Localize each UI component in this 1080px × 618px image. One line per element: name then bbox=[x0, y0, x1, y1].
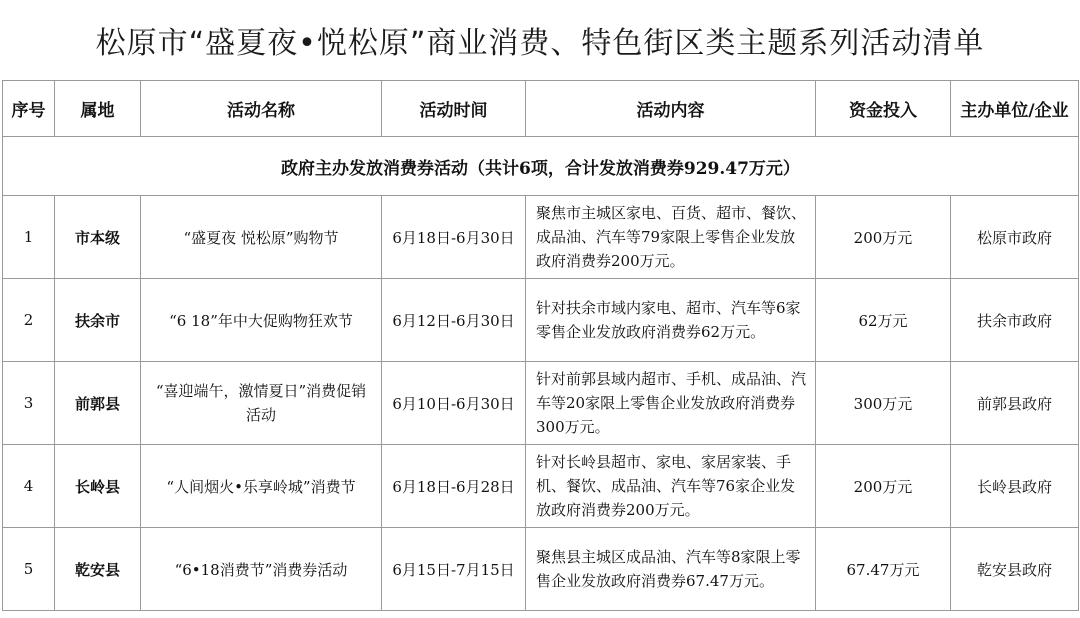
row-region: 长岭县 bbox=[55, 445, 141, 528]
row-no: 2 bbox=[3, 279, 55, 362]
table-row bbox=[3, 362, 1079, 445]
header-row bbox=[3, 81, 1079, 137]
row-content: 聚焦市主城区家电、百货、超市、餐饮、成品油、汽车等79家限上零售企业发放政府消费券200万元。 bbox=[526, 196, 816, 279]
section-title: 政府主办发放消费券活动（共计6项，合计发放消费券929.47万元） bbox=[3, 137, 1079, 196]
row-fund: 200万元 bbox=[816, 445, 951, 528]
row-content: 针对长岭县超市、家电、家居家装、手机、餐饮、成品油、汽车等76家企业发放政府消费券200万元。 bbox=[526, 445, 816, 528]
row-fund: 67.47万元 bbox=[816, 528, 951, 611]
row-time: 6月18日-6月30日 bbox=[382, 196, 526, 279]
row-no: 3 bbox=[3, 362, 55, 445]
table-row bbox=[3, 196, 1079, 279]
row-host: 扶余市政府 bbox=[951, 279, 1079, 362]
row-activity-name: “6 18”年中大促购物狂欢节 bbox=[141, 279, 382, 362]
row-time: 6月18日-6月28日 bbox=[382, 445, 526, 528]
header-name: 活动名称 bbox=[141, 81, 382, 137]
table-row bbox=[3, 445, 1079, 528]
row-region: 前郭县 bbox=[55, 362, 141, 445]
header-fund: 资金投入 bbox=[816, 81, 951, 137]
row-host: 前郭县政府 bbox=[951, 362, 1079, 445]
row-host: 松原市政府 bbox=[951, 196, 1079, 279]
header-no: 序号 bbox=[3, 81, 55, 137]
row-activity-name: “盛夏夜 悦松原”购物节 bbox=[141, 196, 382, 279]
row-region: 乾安县 bbox=[55, 528, 141, 611]
row-host: 长岭县政府 bbox=[951, 445, 1079, 528]
row-no: 4 bbox=[3, 445, 55, 528]
header-content: 活动内容 bbox=[526, 81, 816, 137]
row-fund: 300万元 bbox=[816, 362, 951, 445]
row-activity-name: “人间烟火•乐享岭城”消费节 bbox=[141, 445, 382, 528]
row-time: 6月10日-6月30日 bbox=[382, 362, 526, 445]
row-region: 市本级 bbox=[55, 196, 141, 279]
table-row bbox=[3, 279, 1079, 362]
table-row bbox=[3, 528, 1079, 611]
row-no: 1 bbox=[3, 196, 55, 279]
row-content: 针对前郭县域内超市、手机、成品油、汽车等20家限上零售企业发放政府消费券300万元。 bbox=[526, 362, 816, 445]
row-content: 聚焦县主城区成品油、汽车等8家限上零售企业发放政府消费券67.47万元。 bbox=[526, 528, 816, 611]
row-content: 针对扶余市域内家电、超市、汽车等6家零售企业发放政府消费券62万元。 bbox=[526, 279, 816, 362]
header-region: 属地 bbox=[55, 81, 141, 137]
row-no: 5 bbox=[3, 528, 55, 611]
row-time: 6月15日-7月15日 bbox=[382, 528, 526, 611]
page-title: 松原市“盛夏夜•悦松原”商业消费、特色街区类主题系列活动清单 bbox=[95, 26, 985, 61]
row-activity-name: “6•18消费节”消费券活动 bbox=[141, 528, 382, 611]
row-host: 乾安县政府 bbox=[951, 528, 1079, 611]
header-host: 主办单位/企业 bbox=[951, 81, 1079, 137]
activity-table bbox=[2, 80, 1079, 611]
section-row bbox=[3, 137, 1079, 196]
row-fund: 200万元 bbox=[816, 196, 951, 279]
header-time: 活动时间 bbox=[382, 81, 526, 137]
row-region: 扶余市 bbox=[55, 279, 141, 362]
row-time: 6月12日-6月30日 bbox=[382, 279, 526, 362]
row-fund: 62万元 bbox=[816, 279, 951, 362]
row-activity-name: “喜迎端午，激情夏日”消费促销活动 bbox=[141, 362, 382, 445]
